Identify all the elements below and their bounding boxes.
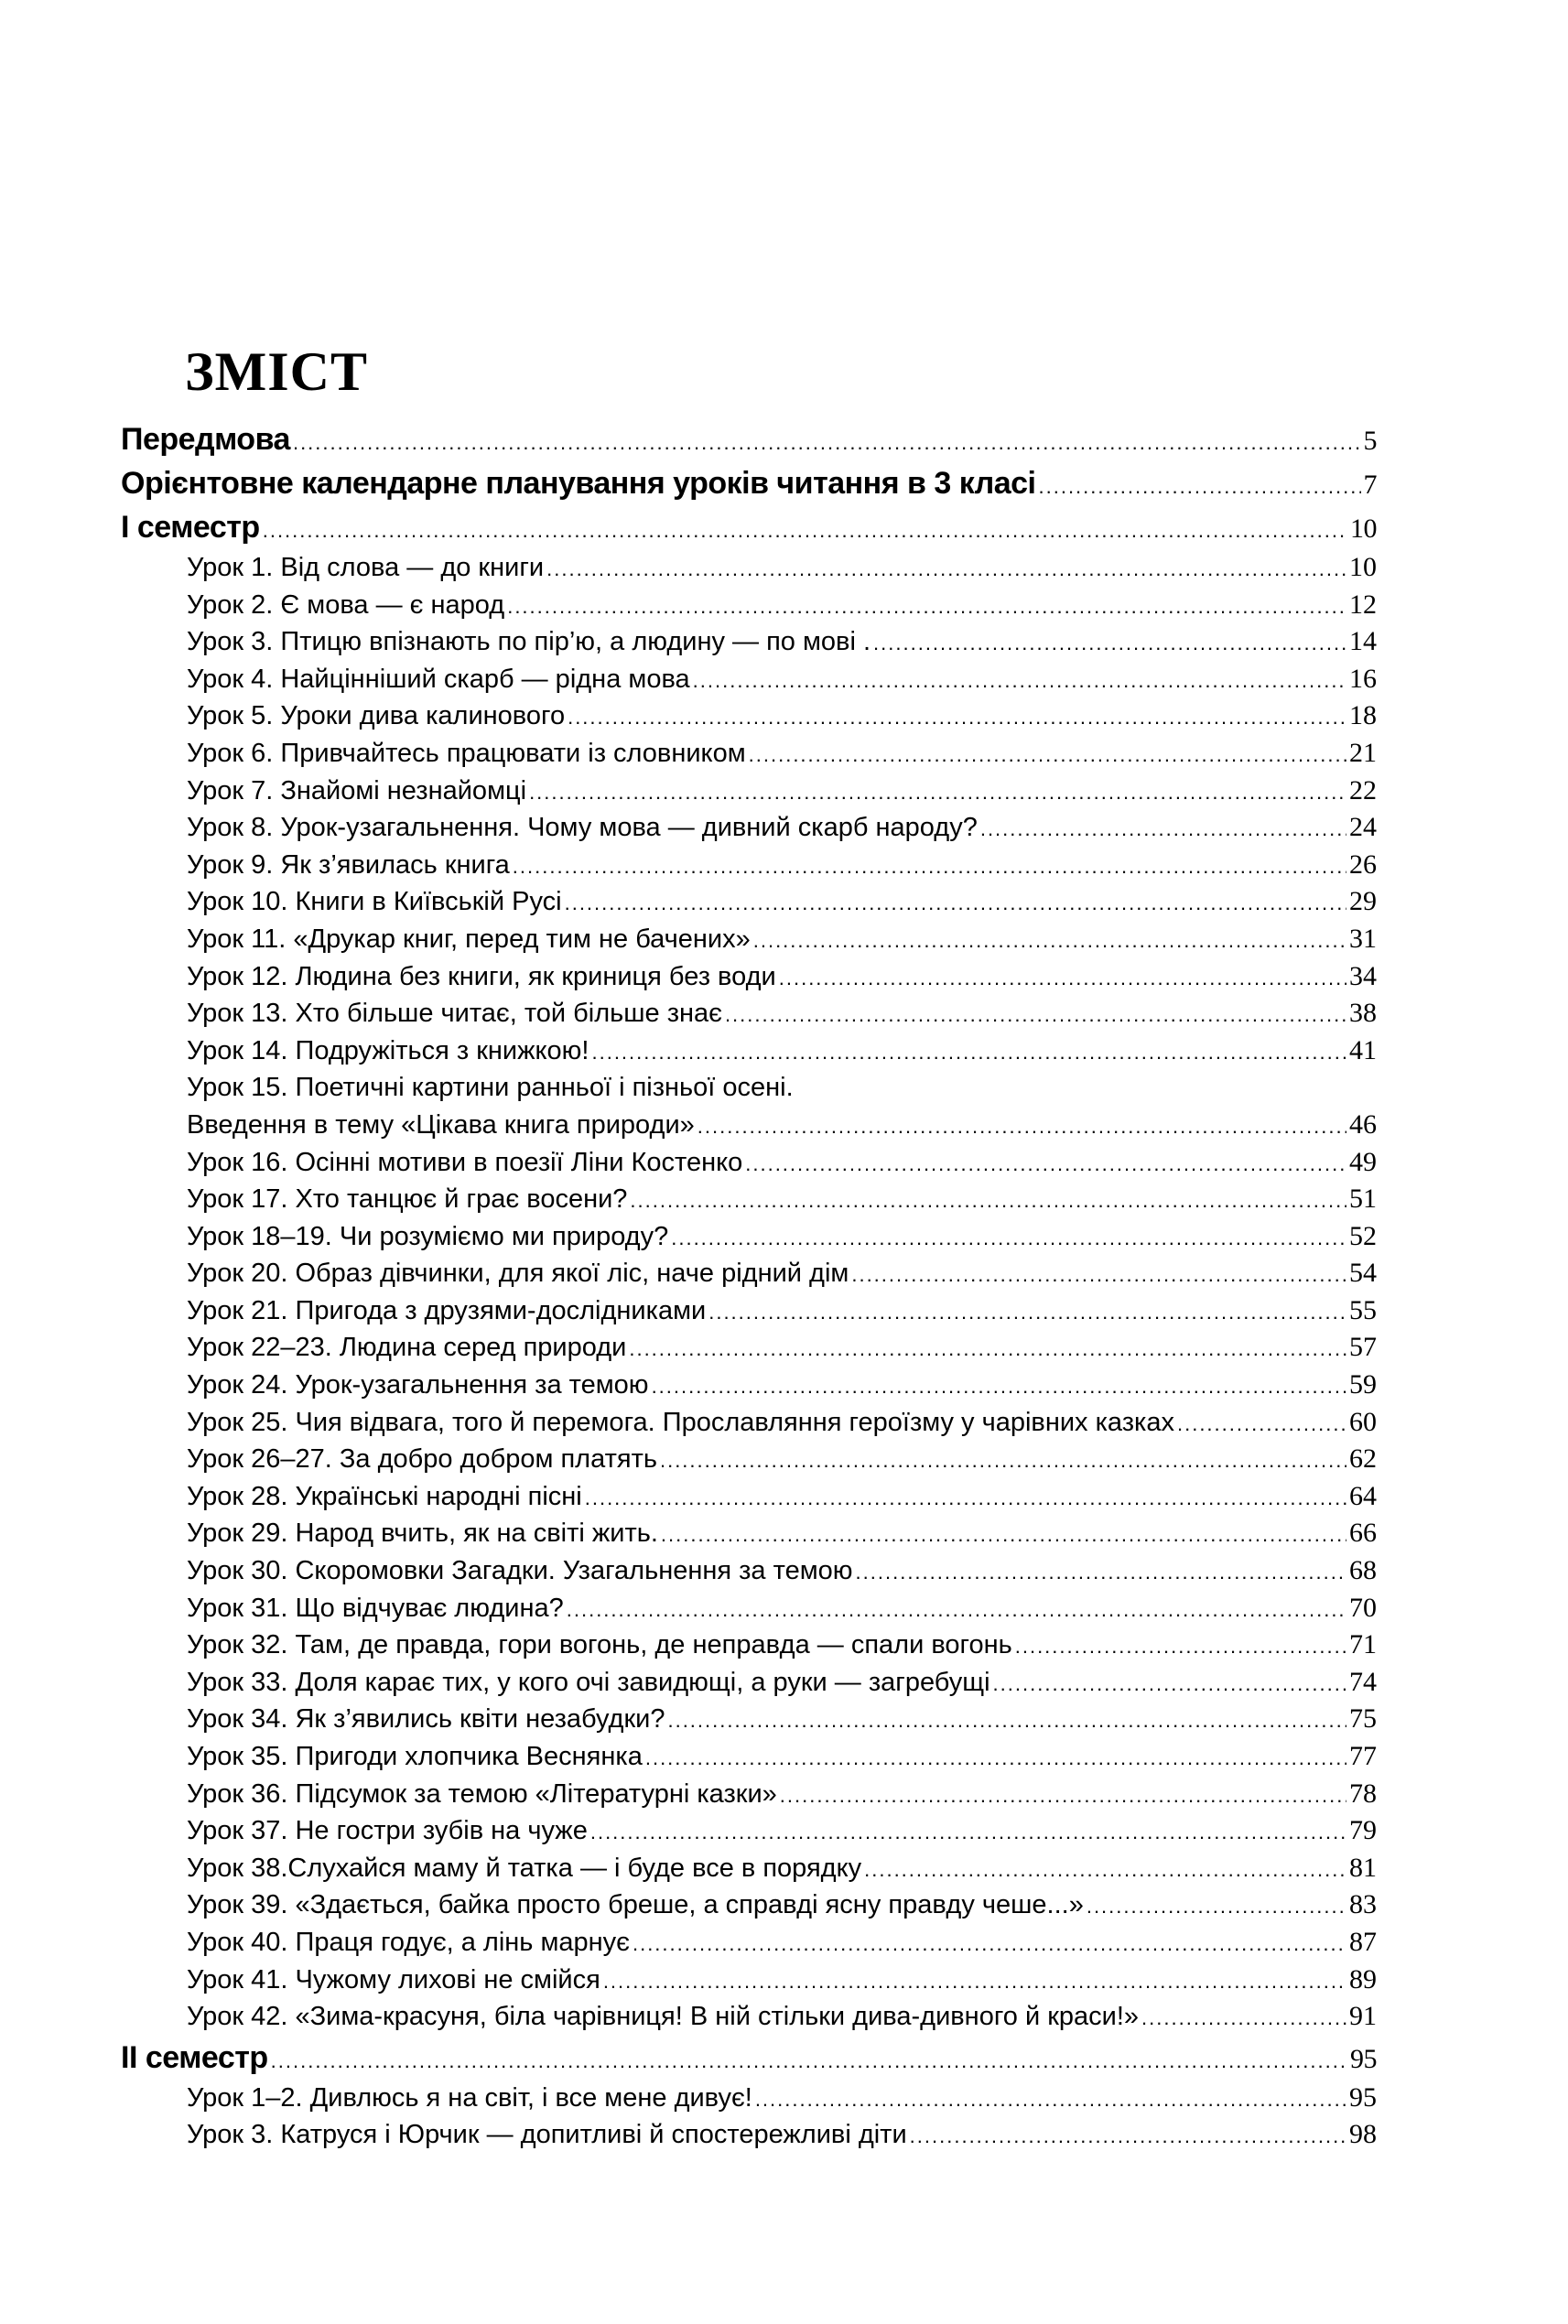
dot-leader (745, 1146, 1346, 1184)
toc-entry-label: Введення в тему «Цікава книга природи» (187, 1109, 695, 1140)
toc-page-number: 66 (1349, 1518, 1377, 1549)
toc-entry-label: Урок 13. Хто більше читає, той більше знає (187, 999, 722, 1029)
toc-page-number: 31 (1349, 923, 1377, 954)
toc-lesson-row (121, 1144, 1377, 1182)
toc-page-number: 12 (1349, 589, 1377, 620)
toc-page-number: 26 (1349, 849, 1377, 880)
toc-entry-label: Урок 26–27. За добро добром платять (187, 1444, 657, 1475)
dot-leader (661, 1517, 1346, 1554)
toc-entry-label: Урок 40. Праця годує, а лінь марнує (187, 1927, 630, 1957)
dot-leader (565, 885, 1346, 923)
toc-entry-label: Урок 5. Уроки дива калинового (187, 701, 566, 731)
toc-page-number: 5 (1363, 426, 1377, 456)
toc-page-number: 10 (1349, 552, 1377, 582)
toc-entry-label: Урок 7. Знайомі незнайомці (187, 775, 527, 805)
toc-page-number: 7 (1363, 470, 1377, 500)
toc-lesson-row (121, 1292, 1377, 1330)
dot-leader (603, 1963, 1346, 2001)
toc-entry-label: Урок 35. Пригоди хлопчика Веснянка (187, 1742, 643, 1771)
toc-entry-label: Урок 6. Привчайтесь працювати із словником (187, 738, 746, 768)
dot-leader (725, 997, 1346, 1034)
toc-entry-label: Урок 3. Птицю впізнають по пір’ю, а людину — по мові . (187, 627, 871, 657)
toc-entry-label: Урок 32. Там, де правда, гори вогонь, де неправда — спали вогонь (187, 1630, 1012, 1660)
toc-entry-label: Урок 18–19. Чи розуміємо ми природу? (187, 1221, 669, 1251)
toc-lesson-row (121, 587, 1377, 624)
toc-entry-label: Урок 11. «Друкар книг, перед тим не бачених» (187, 924, 751, 954)
toc-lesson-row (121, 1590, 1377, 1627)
toc-page-number: 91 (1349, 2001, 1377, 2032)
toc-page-number: 21 (1349, 737, 1377, 768)
contents-page (121, 339, 1377, 2154)
toc-page-number: 59 (1349, 1369, 1377, 1400)
dot-leader (271, 2039, 1347, 2083)
dot-leader (753, 923, 1346, 960)
toc-page-number: 62 (1349, 1443, 1377, 1475)
toc-entry-label: Орієнтовне календарне планування уроків читання в 3 класі (121, 466, 1036, 501)
dot-leader (780, 1778, 1346, 1815)
toc-lesson-row (121, 1924, 1377, 1962)
toc-page-number: 77 (1349, 1741, 1377, 1771)
toc-entry-label: Урок 1. Від слова — до книги (187, 553, 545, 582)
toc-section-row (121, 461, 1377, 505)
toc-lesson-row (121, 1218, 1377, 1256)
dot-leader (507, 589, 1346, 626)
toc-page-number: 70 (1349, 1592, 1377, 1623)
toc-section-row (121, 2036, 1377, 2080)
toc-lesson-row (121, 809, 1377, 847)
dot-leader (529, 774, 1346, 812)
toc-page-number: 34 (1349, 960, 1377, 991)
toc-page-number: 54 (1349, 1258, 1377, 1289)
dot-leader (1087, 1888, 1346, 1926)
dot-leader (591, 1034, 1346, 1072)
toc-entry-label: Урок 30. Скоромовки Загадки. Узагальнення за темою (187, 1556, 853, 1586)
toc-page-number: 29 (1349, 886, 1377, 917)
dot-leader (1015, 1628, 1346, 1666)
dot-leader (652, 1368, 1346, 1406)
toc-lesson-row (121, 1998, 1377, 2036)
toc-lesson-row (121, 1738, 1377, 1776)
toc-entry-label: Урок 38.Слухайся маму й татка — і буде все в порядку (187, 1853, 862, 1883)
dot-leader (513, 849, 1346, 886)
toc-entry-label: Урок 15. Поетичні картини ранньої і пізньої осені. (187, 1073, 794, 1103)
toc-page-number: 38 (1349, 998, 1377, 1029)
toc-entry-label: Передмова (121, 422, 290, 457)
toc-page-number: 14 (1349, 626, 1377, 657)
toc-entry-label: Урок 36. Підсумок за темою «Літературні казки» (187, 1778, 777, 1809)
toc-entry-label: Урок 42. «Зима-красуня, біла чарівниця! В ній стільки дива-дивного й краси!» (187, 2002, 1140, 2032)
toc-page-number: 98 (1349, 2119, 1377, 2150)
toc-lesson-row (121, 995, 1377, 1032)
toc-entry-label: Урок 17. Хто танцює й грає восени? (187, 1184, 628, 1215)
toc-lesson-row (121, 1478, 1377, 1516)
toc-page-number: 55 (1349, 1294, 1377, 1325)
toc-entry-label: Урок 21. Пригода з друзями-дослідниками (187, 1295, 707, 1325)
toc-entry-label: Урок 41. Чужому лихові не смійся (187, 1964, 600, 1994)
toc-lesson-row (121, 1886, 1377, 1924)
toc-lesson-row (121, 1701, 1377, 1738)
toc-lesson-row (121, 2116, 1377, 2154)
toc-page-number: 18 (1349, 700, 1377, 731)
dot-leader (1177, 1406, 1346, 1443)
toc-lesson-row (121, 1032, 1377, 1070)
toc-lesson-row (121, 1329, 1377, 1367)
dot-leader (567, 1592, 1346, 1629)
toc-lesson-row (121, 958, 1377, 996)
toc-lesson-row (121, 1441, 1377, 1478)
toc-lesson-row (121, 883, 1377, 921)
toc-entry-label: Урок 10. Книги в Київській Русі (187, 887, 562, 917)
dot-leader (910, 2118, 1346, 2156)
toc-lesson-row (121, 1812, 1377, 1850)
dot-leader (660, 1443, 1346, 1480)
toc-entry-label: Урок 8. Урок-узагальнення. Чому мова — дивний скарб народу? (187, 813, 978, 843)
toc-page-number: 24 (1349, 812, 1377, 843)
dot-leader (667, 1702, 1346, 1740)
toc-section-row (121, 417, 1377, 461)
toc-entry-label: Урок 28. Українські народні пісні (187, 1481, 582, 1511)
toc-entry-label: Урок 22–23. Людина серед природи (187, 1333, 627, 1363)
toc-entry-label: Урок 3. Катруся і Юрчик — допитливі й спостережливі діти (187, 2120, 907, 2150)
toc-page-number: 78 (1349, 1778, 1377, 1809)
dot-leader (708, 1294, 1346, 1332)
toc-entry-label: Урок 29. Народ вчить, як на світі жить. (187, 1519, 658, 1549)
dot-leader (755, 2081, 1346, 2119)
dot-leader (856, 1554, 1346, 1592)
toc-lesson-row (121, 1404, 1377, 1442)
toc-entry-label: Урок 20. Образ дівчинки, для якої ліс, наче рідний дім (187, 1259, 849, 1289)
toc-lesson-row (121, 1255, 1377, 1292)
dot-leader (864, 1852, 1346, 1889)
dot-leader (697, 1108, 1346, 1146)
toc-page-number: 22 (1349, 774, 1377, 805)
toc-page-number: 74 (1349, 1666, 1377, 1697)
toc-page-number: 41 (1349, 1034, 1377, 1065)
toc-page-number: 46 (1349, 1108, 1377, 1140)
toc-entry-label: Урок 16. Осінні мотиви в поезії Ліни Костенко (187, 1147, 743, 1177)
page-title: ЗМІСТ (185, 341, 368, 402)
toc-page-number: 71 (1349, 1629, 1377, 1660)
toc-entry-label: І семестр (121, 510, 260, 545)
dot-leader (585, 1480, 1346, 1518)
toc-page-number: 52 (1349, 1220, 1377, 1251)
toc-lesson-row (121, 1367, 1377, 1404)
dot-leader (1039, 465, 1361, 509)
dot-leader (749, 737, 1346, 774)
toc-page-number: 60 (1349, 1406, 1377, 1437)
toc-lesson-row (121, 773, 1377, 810)
toc-page-number: 49 (1349, 1146, 1377, 1177)
toc-lesson-row (121, 1776, 1377, 1813)
toc-entry-label: ІІ семестр (121, 2039, 268, 2075)
toc-lesson-row (121, 1962, 1377, 1999)
toc-page-number: 51 (1349, 1184, 1377, 1215)
dot-leader (629, 1331, 1346, 1368)
dot-leader (546, 551, 1346, 589)
toc-entry-label: Урок 2. Є мова — є народ (187, 589, 505, 620)
dot-leader (630, 1183, 1346, 1220)
toc-entry-label: Урок 24. Урок-узагальнення за темою (187, 1370, 649, 1400)
toc-entry-label: Урок 9. Як з’явилась книга (187, 849, 510, 880)
dot-leader (263, 509, 1347, 553)
toc-page-number: 68 (1349, 1555, 1377, 1586)
toc-lesson-row (121, 1552, 1377, 1590)
toc-entry-label: Урок 33. Доля карає тих, у кого очі завидющі, а руки — загребущі (187, 1667, 990, 1697)
toc-entry-label: Урок 39. «Здається, байка просто бреше, а справді ясну правду чеше...» (187, 1890, 1084, 1920)
toc-lesson-row (121, 661, 1377, 698)
toc-entry-label: Урок 25. Чия відвага, того й перемога. Прославляння героїзму у чарівних казках (187, 1407, 1174, 1437)
dot-leader (980, 811, 1346, 849)
toc-entry-label: Урок 34. Як з’явились квіти незабудки? (187, 1704, 665, 1735)
dot-leader (590, 1814, 1346, 1852)
toc-page-number: 81 (1349, 1852, 1377, 1883)
toc-page-number: 75 (1349, 1703, 1377, 1735)
toc-entry-label: Урок 1–2. Дивлюсь я на світ, і все мене дивує! (187, 2082, 752, 2113)
toc-entry-label: Урок 37. Не гостри зубів на чуже (187, 1816, 588, 1846)
toc-page-number: 79 (1349, 1815, 1377, 1846)
toc-lesson-row (121, 697, 1377, 735)
toc-entry-label: Урок 4. Найцінніший скарб — рідна мова (187, 664, 690, 694)
toc-lesson-row (121, 1181, 1377, 1218)
toc-lesson-row (121, 1107, 1377, 1144)
toc-page-number: 64 (1349, 1480, 1377, 1511)
toc-page-number: 87 (1349, 1926, 1377, 1957)
dot-leader (779, 960, 1346, 998)
dot-leader (1141, 2000, 1346, 2038)
toc-page-number: 95 (1350, 2043, 1377, 2074)
dot-leader (873, 625, 1346, 663)
toc-page-number: 10 (1350, 513, 1377, 544)
toc-page-number: 89 (1349, 1963, 1377, 1994)
toc-lesson-row (121, 549, 1377, 587)
toc-lesson-row (121, 2080, 1377, 2117)
toc-page-number: 16 (1349, 663, 1377, 694)
toc-lesson-row (121, 847, 1377, 884)
toc-page-number: 57 (1349, 1332, 1377, 1363)
toc-lesson-row (121, 735, 1377, 773)
toc-page-number: 95 (1349, 2081, 1377, 2113)
dot-leader (693, 663, 1346, 700)
toc-entry-label: Урок 31. Що відчуває людина? (187, 1593, 564, 1623)
dot-leader (633, 1926, 1346, 1963)
toc-lesson-row (121, 1664, 1377, 1702)
toc-entry-label: Урок 14. Подружіться з книжкою! (187, 1035, 589, 1065)
toc-lesson-row (121, 921, 1377, 958)
toc-lesson-row (121, 1515, 1377, 1552)
table-of-contents (121, 417, 1377, 2154)
toc-lesson-row (121, 623, 1377, 661)
toc-lesson-row (121, 1850, 1377, 1887)
toc-section-row (121, 505, 1377, 549)
toc-entry-label: Урок 12. Людина без книги, як криниця без води (187, 961, 776, 991)
dot-leader (671, 1220, 1346, 1258)
dot-leader (851, 1257, 1346, 1294)
toc-lesson-row (121, 1069, 1377, 1107)
toc-lesson-row (121, 1627, 1377, 1664)
toc-page-number: 83 (1349, 1889, 1377, 1920)
dot-leader (645, 1740, 1346, 1778)
dot-leader (568, 699, 1346, 737)
dot-leader (993, 1666, 1346, 1703)
dot-leader (293, 421, 1361, 465)
